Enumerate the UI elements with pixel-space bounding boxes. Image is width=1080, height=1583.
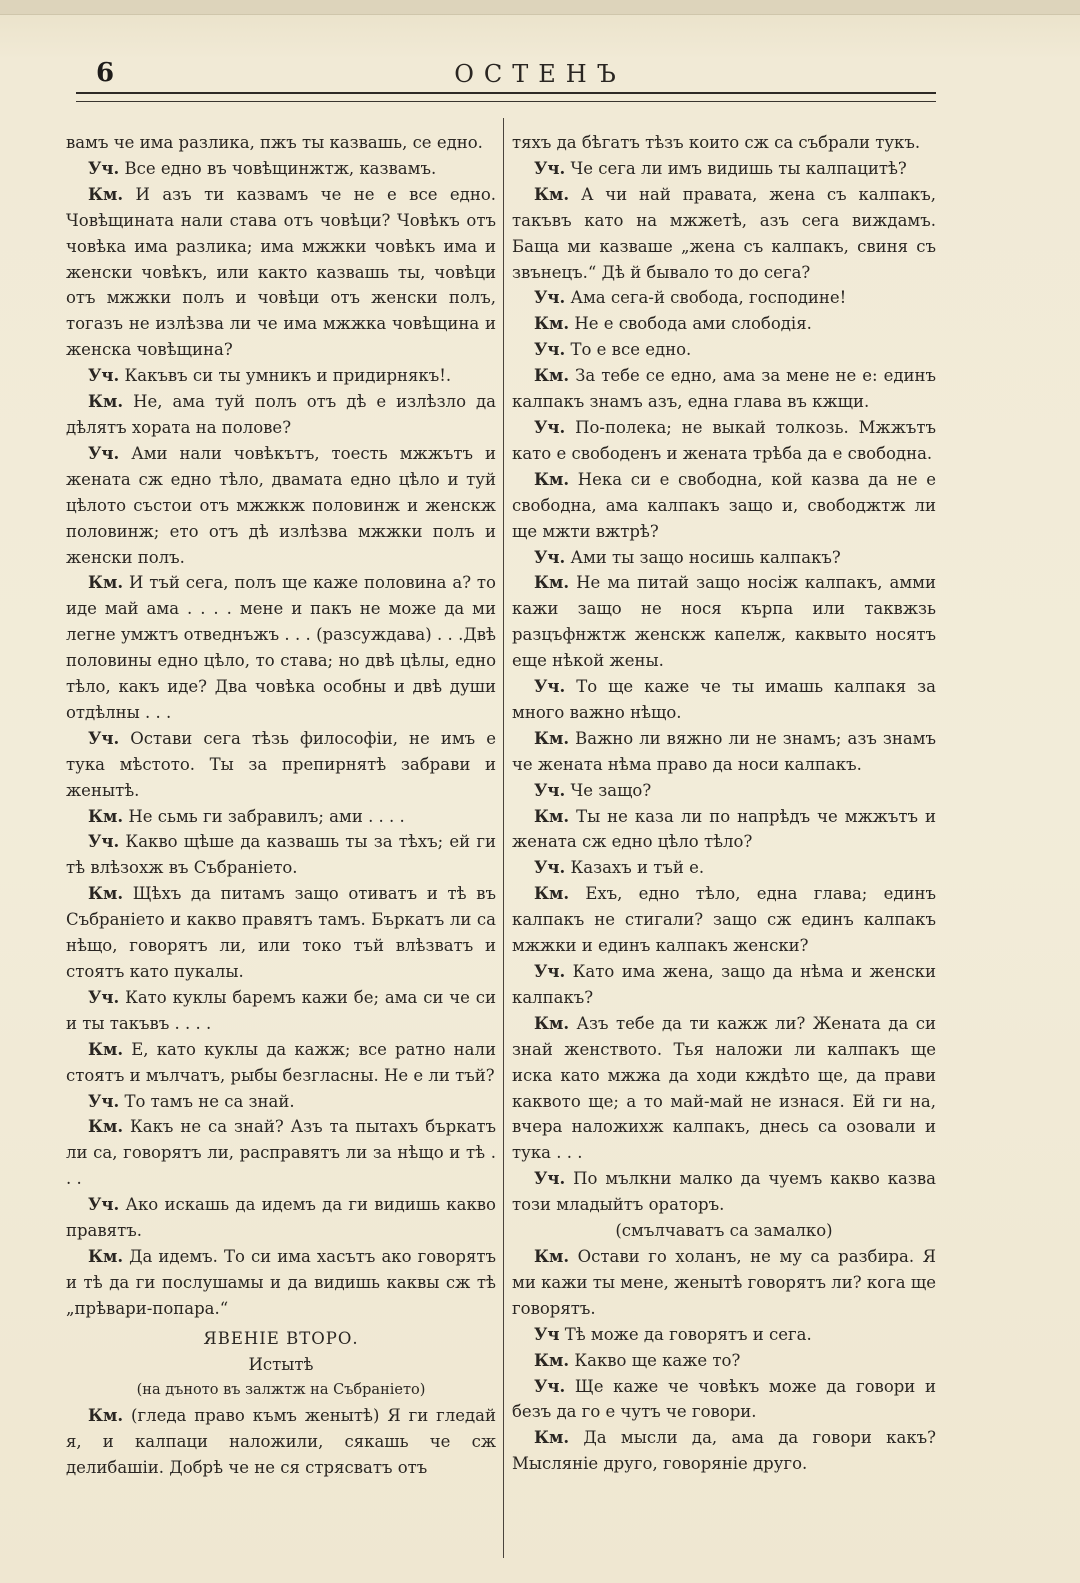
header-rule-thick [76, 92, 936, 94]
paragraph [512, 959, 936, 1011]
speaker: Уч. [534, 547, 566, 567]
header-rule-thin [76, 101, 936, 102]
line-text: Не ма питай защо носіж калпакъ, амми кажи защо не нося кърпа или таквжзь разцъфнжтж женскж капелж, каквыто носятъ еще нѣкой жены. [512, 573, 937, 671]
line-text: Все едно въ човѣщинжтж, казвамъ. [124, 158, 437, 178]
speaker: Км. [88, 1246, 124, 1266]
paragraph [512, 415, 936, 467]
line-text: Като куклы баремъ кажи бе; ама си че си и ты такъвъ . . . . [66, 987, 497, 1033]
line-text: А чи най правата, жена съ калпакъ, такъвъ като на мжжетѣ, азъ сега виждамъ. Баща ми казваше „жена съ калпакъ, свиня съ звънецъ.“ Дѣ й бывало то до сега? [512, 184, 936, 282]
speaker: Уч. [534, 858, 566, 878]
line-text: Ще каже че човѣкъ може да говори и безъ да го е чутъ че говори. [512, 1376, 936, 1422]
paragraph [512, 1374, 936, 1426]
speaker: Км. [534, 366, 570, 386]
line-text: Че защо? [570, 780, 652, 800]
paragraph [512, 182, 936, 286]
paragraph [512, 855, 936, 881]
speaker: Км. [88, 806, 124, 826]
speaker: Км. [534, 1428, 570, 1448]
line-text: Не сьмь ги забравилъ; ами . . . . [128, 806, 405, 826]
line-text: Нека си е свободна, кой казва да не е свободна, ама калпакъ защо и, свободжтж ли ще мжти вжтрѣ? [512, 469, 936, 541]
speaker: Уч. [88, 1195, 120, 1215]
paragraph [66, 156, 496, 182]
speaker: Км. [534, 1013, 570, 1033]
line-text: Не е свобода ами слободія. [574, 314, 812, 334]
paragraph [512, 804, 936, 856]
speaker: Уч. [88, 443, 120, 463]
speaker: Уч. [88, 366, 120, 386]
left-column [66, 130, 496, 1481]
paragraph [512, 881, 936, 959]
line-text: Не, ама туй полъ отъ дѣ е излѣзло да дѣлятъ хората на полове? [66, 392, 496, 437]
paragraph [66, 570, 496, 725]
line-text: Щѣхъ да питамъ защо отиватъ и тѣ въ Събраніето и какво правятъ тамъ. Бъркатъ ли са нѣщо, говорятъ ли, или токо тъй влѣзватъ и стоятъ като пукалы. [66, 884, 496, 981]
scene-direction: (на дъното въ залжтж на Събраніето) [136, 1381, 426, 1398]
line-text: Важно ли вяжно ли не знамъ; азъ знамъ че жената нѣма право да носи калпакъ. [512, 728, 936, 774]
paragraph [512, 778, 936, 804]
speaker: Км. [534, 884, 570, 904]
speaker: Уч. [88, 728, 120, 748]
line-text: (гледа право къмъ женытѣ) Я ги гледай я, и калпаци наложили, сякашь че сж делибашіи. Добрѣ че не ся стрясватъ отъ [66, 1406, 497, 1478]
masthead-title: ОСТЕНЪ [454, 60, 626, 88]
paragraph [66, 829, 496, 881]
speaker: Уч [534, 1324, 560, 1344]
paragraph [512, 1425, 936, 1477]
paragraph [512, 156, 936, 182]
paragraph [512, 311, 936, 337]
paragraph [66, 389, 496, 441]
speaker: Км. [88, 884, 124, 904]
speaker: Уч. [534, 1376, 566, 1396]
line-text: Е, като куклы да кажж; все ратно нали стоятъ и мълчатъ, рыбы безгласны. Не е ли тъй? [66, 1039, 496, 1085]
line-text: Тѣ може да говорятъ и сега. [564, 1324, 812, 1344]
paragraph [512, 726, 936, 778]
speaker: Уч. [534, 1169, 566, 1189]
speaker: Км. [88, 1406, 124, 1426]
line-text: И азъ ти казвамъ че не е все едно. Човѣщината нали става отъ човѣци? Човѣкъ отъ човѣка има разлика; има мжжки човѣкъ има и женски човѣкъ, или както казвашь ты, човѣци отъ мжжки полъ и човѣци отъ женски полъ, тогазъ не излѣзва ли че има мжжка човѣщина и женска човѣщина? [66, 184, 496, 360]
line-text: Ты не каза ли по напрѣдъ че мжжътъ и жената сж едно цѣло тѣло? [512, 806, 936, 852]
speaker: Уч. [88, 987, 120, 1007]
speaker: Км. [534, 573, 570, 593]
speaker: Уч. [534, 158, 566, 178]
column-divider [503, 118, 504, 1558]
speaker: Уч. [534, 417, 566, 437]
speaker: Км. [534, 728, 570, 748]
line-text: Какво щѣше да казвашь ты за тѣхъ; ей ги тѣ влѣзохж въ Събраніето. [66, 832, 496, 878]
speaker: Уч. [88, 1091, 120, 1111]
speaker: Уч. [534, 288, 566, 308]
line-text: То е все едно. [570, 340, 692, 360]
speaker: Км. [534, 1246, 570, 1266]
page-number: 6 [96, 58, 115, 88]
line-text: То ще каже че ты имашь калпакя за много важно нѣщо. [512, 677, 936, 722]
scene-heading: ЯВЕНІЕ ВТОРО. [203, 1328, 359, 1348]
paragraph [512, 1322, 936, 1348]
line-text: Какъ не са знай? Азъ та пытахъ бъркатъ ли са, говорятъ ли, расправятъ ли за нѣщо и тѣ . . . [66, 1117, 496, 1189]
paragraph [512, 1244, 936, 1322]
speaker: Км. [88, 184, 124, 204]
paragraph [512, 363, 936, 415]
line-text: Азъ тебе да ти кажж ли? Жената да си знай женството. Тья наложи ли калпакъ ще иска като мжжа да ходи кждѣто ще, да прави каквото ще; а то май-май не изнася. Ей ги на, вчера наложихж калпакъ, днесь са озовали и тука . . . [512, 1013, 936, 1163]
speaker: Км. [534, 806, 570, 826]
paragraph [66, 441, 496, 571]
line-text: Че сега ли имъ видишь ты калпацитѣ? [570, 158, 907, 178]
paragraph [66, 804, 496, 830]
torn-top-edge [0, 0, 1080, 15]
paragraph [66, 1403, 496, 1481]
speaker: Уч. [88, 832, 120, 852]
paragraph [512, 337, 936, 363]
scene-place: Истытѣ [248, 1354, 314, 1374]
line-text: Ами ты защо носишь калпакъ? [570, 547, 841, 567]
speaker: Км. [88, 573, 124, 593]
speaker: Км. [534, 314, 570, 334]
paragraph [66, 1037, 496, 1089]
speaker: Уч. [534, 677, 566, 697]
speaker: Км. [534, 1350, 570, 1370]
speaker: Уч. [534, 340, 566, 360]
line-text: Да идемъ. То си има хасътъ ако говорятъ и тѣ да ги послушамы и да видишь каквы сж тѣ „прѣвари-попара.“ [66, 1246, 496, 1318]
paragraph [512, 1011, 936, 1166]
line-text: Да мысли да, ама да говори какъ? Мысляніе друго, говоряніе друго. [512, 1428, 936, 1474]
line-text: И тъй сега, полъ ще каже половина а? то иде май ама . . . . мене и пакъ не може да ми легне умжтъ отведнъжъ . . . (разсуждава) . . .Двѣ половины едно цѣло, то става; но двѣ цѣлы, едно тѣло, какъ иде? Два човѣка особны и двѣ души отдѣлны . . . [66, 573, 496, 722]
paragraph [66, 1244, 496, 1322]
speaker: Уч. [534, 962, 566, 981]
right-column [512, 130, 936, 1477]
line-text: Ехъ, едно тѣло, една глава; единъ калпакъ не стигали? защо сж единъ калпакъ мжжки и единъ калпакъ женски? [512, 884, 936, 956]
paragraph [66, 1192, 496, 1244]
paragraph [66, 182, 496, 363]
paragraph: вамъ че има разлика, пжъ ты казвашь, се едно. [66, 133, 483, 152]
speaker: Уч. [534, 780, 566, 800]
paragraph [66, 1114, 496, 1192]
paragraph [512, 1348, 936, 1374]
paragraph [512, 285, 936, 311]
line-text: Остави сега тѣзь философіи, не имъ е тука мѣстото. Ты за препирнятѣ забрави и женытѣ. [66, 728, 496, 800]
speaker: Км. [534, 184, 570, 204]
speaker: Км. [88, 392, 124, 412]
paragraph [66, 985, 496, 1037]
paragraph [66, 881, 496, 985]
line-text: По-полека; не выкай толкозь. Мжжътъ като е свободенъ и жената трѣба да е свободна. [512, 417, 936, 463]
paragraph [66, 1089, 496, 1115]
line-text: По мълкни малко да чуемъ какво казва този младыйтъ ораторъ. [512, 1169, 937, 1215]
stage-direction: (смълчаватъ са замалко) [615, 1221, 833, 1241]
line-text: Ама сега-й свобода, господине! [570, 288, 847, 308]
paragraph [512, 1166, 936, 1218]
line-text: То тамъ не са знай. [124, 1091, 295, 1111]
line-text: Ако искашь да идемъ да ги видишь какво правятъ. [66, 1195, 496, 1241]
line-text: Остави го холанъ, не му са разбира. Я ми кажи ты мене, женытѣ говорятъ ли? кога ще говорятъ. [512, 1246, 936, 1318]
speaker: Км. [88, 1039, 124, 1059]
speaker: Км. [88, 1117, 124, 1137]
speaker: Км. [534, 469, 570, 489]
paragraph [66, 726, 496, 804]
paragraph [512, 570, 936, 674]
line-text: Какво ще каже то? [574, 1350, 741, 1370]
line-text: Казахъ и тъй е. [570, 858, 705, 878]
paragraph: тяхъ да бѣгатъ тѣзъ които сж са събрали тукъ. [512, 133, 921, 152]
line-text: Какъвъ си ты умникъ и придирнякъ!. [124, 366, 452, 386]
paragraph [512, 545, 936, 571]
line-text: Като има жена, защо да нѣма и женски калпакъ? [512, 962, 936, 1007]
line-text: За тебе се едно, ама за мене не е: единъ калпакъ знамъ азъ, една глава въ кжщи. [512, 366, 936, 412]
line-text: Ами нали човѣкътъ, тоесть мжжътъ и жената сж едно тѣло, двамата едно цѣло и туй цѣлото състои отъ мжжкж половинж и женскж половинж; ето отъ дѣ излѣзва мжжки полъ и женски полъ. [66, 443, 496, 567]
paragraph [66, 363, 496, 389]
paragraph [512, 674, 936, 726]
paragraph [512, 467, 936, 545]
speaker: Уч. [88, 158, 120, 178]
